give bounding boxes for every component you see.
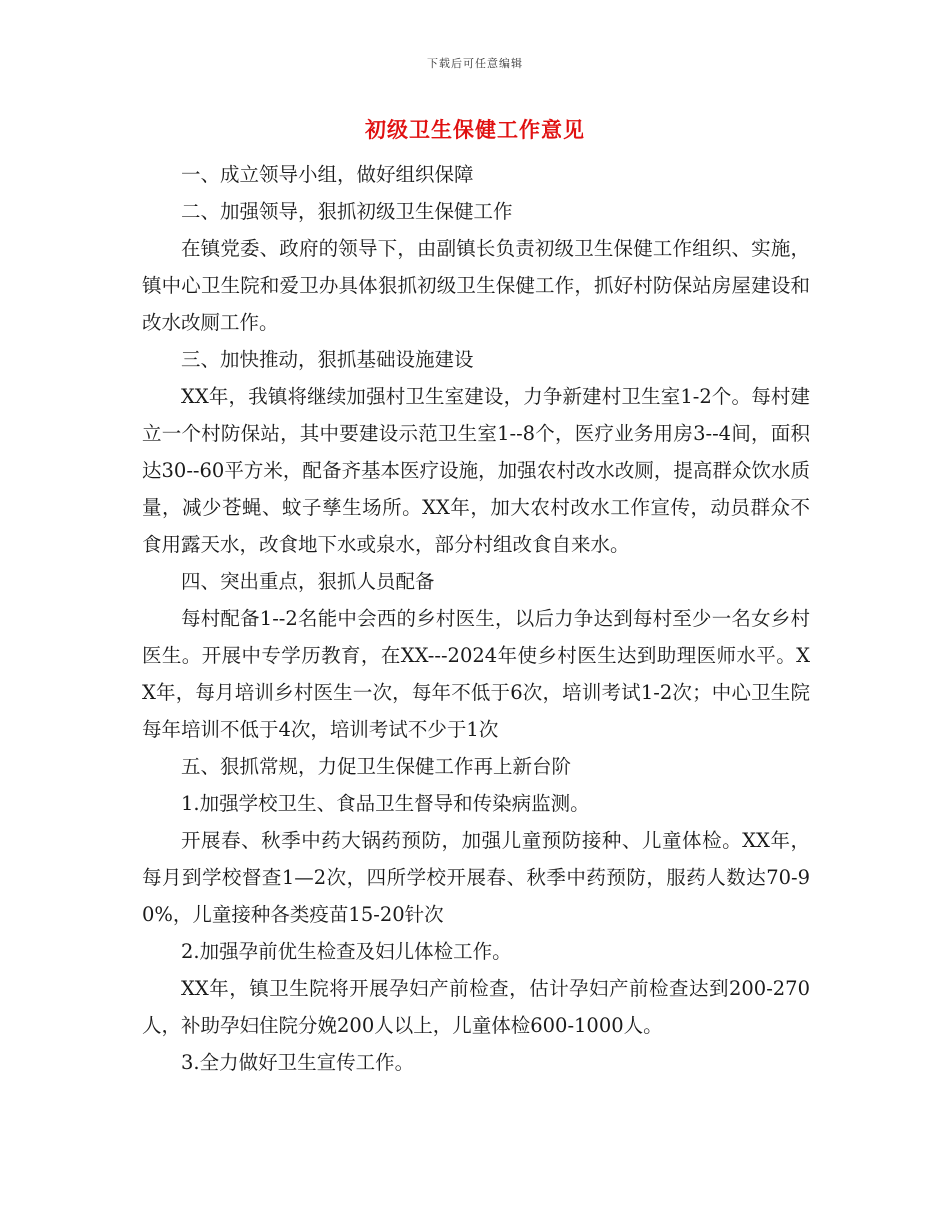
section-heading-5: 五、狠抓常规，力促卫生保健工作再上新台阶 [181,755,572,778]
section-heading-1: 一、成立领导小组，做好组织保障 [181,163,474,186]
section-heading-3: 三、加快推动，狠抓基础设施建设 [181,348,474,371]
document-title: 初级卫生保健工作意见 [365,117,585,142]
subsection-heading-3: 3.全力做好卫生宣传工作。 [181,1051,415,1074]
body-paragraph: 在镇党委、政府的领导下，由副镇长负责初级卫生保健工作组织、实施，镇中心卫生院和爱卫办具体狠抓初级卫生保健工作，抓好村防保站房屋建设和改水改厕工作。 [142,237,810,334]
body-paragraph: XX年，我镇将继续加强村卫生室建设，力争新建村卫生室1-2个。每村建立一个村防保站，其中要建设示范卫生室1--8个，医疗业务用房3--4间，面积达30--60平方米，配备齐基本医疗设施，加强农村改水改厕，提高群众饮水质量，减少苍蝇、蚊子孳生场所。XX年，加大农村改水工作宣传，动员群众不食用露天水，改食地下水或泉水，部分村组改食自来水。 [142,385,810,556]
section-heading-2: 二、加强领导，狠抓初级卫生保健工作 [181,200,513,223]
page-header: 下载后可任意编辑 [427,57,523,70]
section-heading-4: 四、突出重点，狠抓人员配备 [181,570,435,593]
document-body [142,156,810,1081]
subsection-heading-2: 2.加强孕前优生检查及妇儿体检工作。 [181,940,512,963]
subsection-heading-1: 1.加强学校卫生、食品卫生督导和传染病监测。 [181,792,590,815]
body-paragraph: 开展春、秋季中药大锅药预防，加强儿童预防接种、儿童体检。XX年，每月到学校督查1—2次，四所学校开展春、秋季中药预防，服药人数达70-90%，儿童接种各类疫苗15-20针次 [142,829,810,926]
body-paragraph: 每村配备1--2名能中会西的乡村医生，以后力争达到每村至少一名女乡村医生。开展中专学历教育，在XX---2024年使乡村医生达到助理医师水平。XX年，每月培训乡村医生一次，每年不低于6次，培训考试1-2次；中心卫生院每年培训不低于4次，培训考试不少于1次 [142,607,810,741]
body-paragraph: XX年，镇卫生院将开展孕妇产前检查，估计孕妇产前检查达到200-270人，补助孕妇住院分娩200人以上，儿童体检600-1000人。 [142,977,810,1037]
